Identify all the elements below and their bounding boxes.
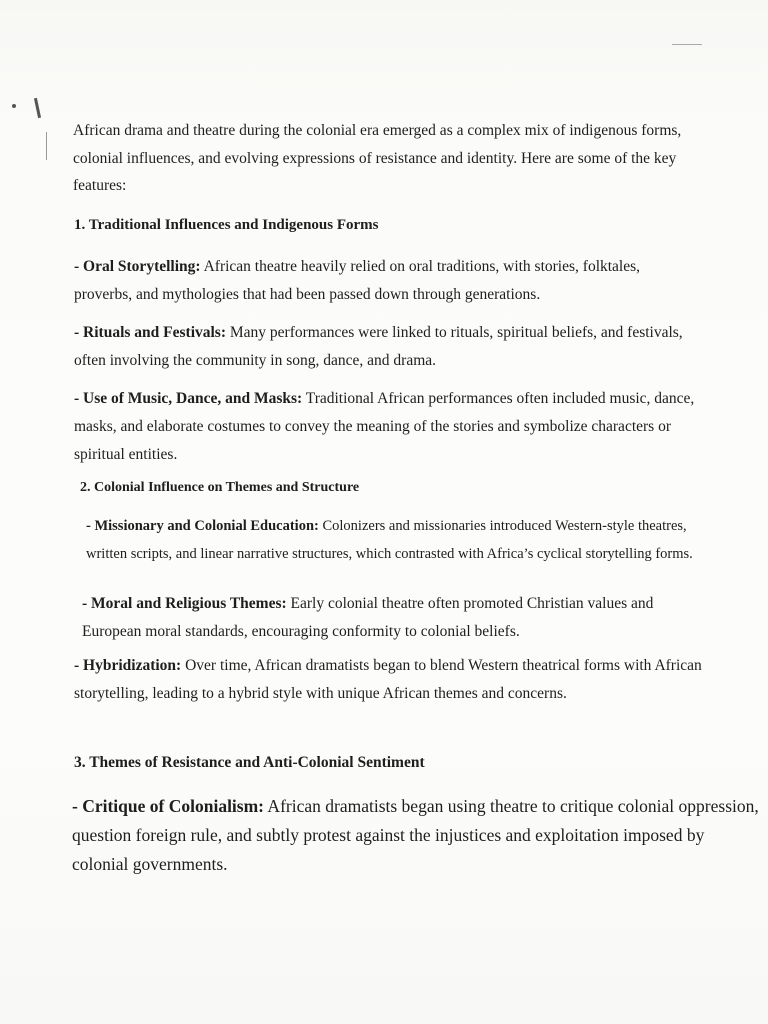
item-label: - Hybridization: [74,657,182,674]
item-critique-colonialism [72,792,762,879]
item-missionary-education [86,512,696,568]
section-heading-resistance: 3. Themes of Resistance and Anti-Colonial Sentiment [74,754,425,771]
scan-artifact [672,44,702,45]
item-moral-religious-themes [82,590,692,646]
item-label: - Oral Storytelling: [74,258,201,275]
item-label: - Moral and Religious Themes: [82,595,287,612]
item-text: Colonizers and missionaries introduced Western-style theatres, written scripts, and linear narrative structures, which contrasted with Africa’s cyclical storytelling forms. [86,518,693,562]
item-music-dance-masks [74,385,699,469]
scan-artifact [12,104,16,108]
item-hybridization [74,652,734,708]
section-heading-traditional: 1. Traditional Influences and Indigenous Forms [74,217,379,233]
item-text: Early colonial theatre often promoted Christian values and European moral standards, encouraging conformity to colonial beliefs. [82,595,654,640]
item-rituals-festivals [74,319,699,375]
item-label: - Use of Music, Dance, and Masks: [74,390,303,407]
item-text: Traditional African performances often included music, dance, masks, and elaborate costumes to convey the meaning of the stories and symbolize characters or spiritual entities. [74,390,695,463]
item-text: Many performances were linked to rituals, spiritual beliefs, and festivals, often involving the community in song, dance, and drama. [74,324,683,369]
item-text: Over time, African dramatists began to blend Western theatrical forms with African storytelling, leading to a hybrid style with unique African themes and concerns. [74,657,702,702]
item-text: African dramatists began using theatre to critique colonial oppression, question foreign rule, and subtly protest against the injustices and exploitation imposed by colonial governments. [72,796,759,874]
item-label: - Rituals and Festivals: [74,324,226,341]
item-label: - Critique of Colonialism: [72,796,265,816]
item-label: - Missionary and Colonial Education: [86,518,319,534]
item-text: African theatre heavily relied on oral traditions, with stories, folktales, proverbs, and mythologies that had been passed down through generations. [74,258,641,303]
item-oral-storytelling [74,253,699,309]
section-heading-colonial-influence: 2. Colonial Influence on Themes and Structure [80,480,360,495]
scan-artifact [46,132,47,160]
intro-paragraph: African drama and theatre during the colonial era emerged as a complex mix of indigenous forms, colonial influences, and evolving expressions of resistance and identity. Here are some of the key features: [73,122,682,194]
